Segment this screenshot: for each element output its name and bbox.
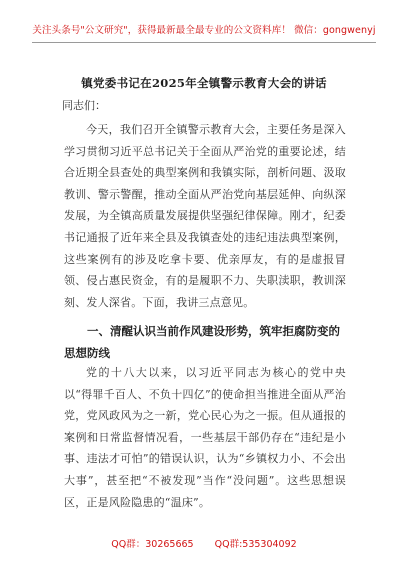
footer-qq-group-2: QQ群:535304092 [214, 539, 297, 550]
document-title: 镇党委书记在2025年全镇警示教育大会的讲话 [81, 76, 327, 90]
footer-contact [0, 536, 408, 550]
promo-banner: 关注头条号"公文研究"，获得最新最全最专业的公文资料库！ 微信：gongwenyj [32, 25, 376, 36]
footer-qq-group-1: QQ群：30265665 [111, 539, 194, 550]
salutation: 同志们： [62, 99, 106, 112]
header-divider [32, 42, 376, 43]
paragraph-section-one: 党的十八大以来，以习近平同志为核心的党中央以“得罪千百人、不负十四亿”的使命担当推进全面从严治党，党风政风为之一新，党心民心为之一振。但从通报的案例和日常监督情况看，一些基层干部仍存在“违纪是小事、违法才可怕”的错误认识，认为“乡镇权力小、不会出大事”，甚至把“不被发现”当作“没问题”。这些思想误区，正是风险隐患的“温床”。 [64, 366, 346, 509]
section-heading: 一、清醒认识当前作风建设形势，筑牢拒腐防变的思想防线 [64, 324, 340, 360]
paragraph-intro: 今天，我们召开全镇警示教育大会，主要任务是深入学习贯彻习近平总书记关于全面从严治党的重要论述，结合近期全县查处的典型案例和我镇实际，剖析问题、汲取教训、警示警醒，推动全面从严治党向基层延伸、向纵深发展，为全镇高质量发展提供坚强纪律保障。刚才，纪委书记通报了近年来全县及我镇查处的违纪违法典型案例，这些案例有的涉及吃拿卡要、优亲厚友，有的是虚报冒领、侵占惠民资金，有的是履职不力、失职渎职，教训深刻、发人深省。下面，我讲三点意见。 [64, 123, 346, 309]
